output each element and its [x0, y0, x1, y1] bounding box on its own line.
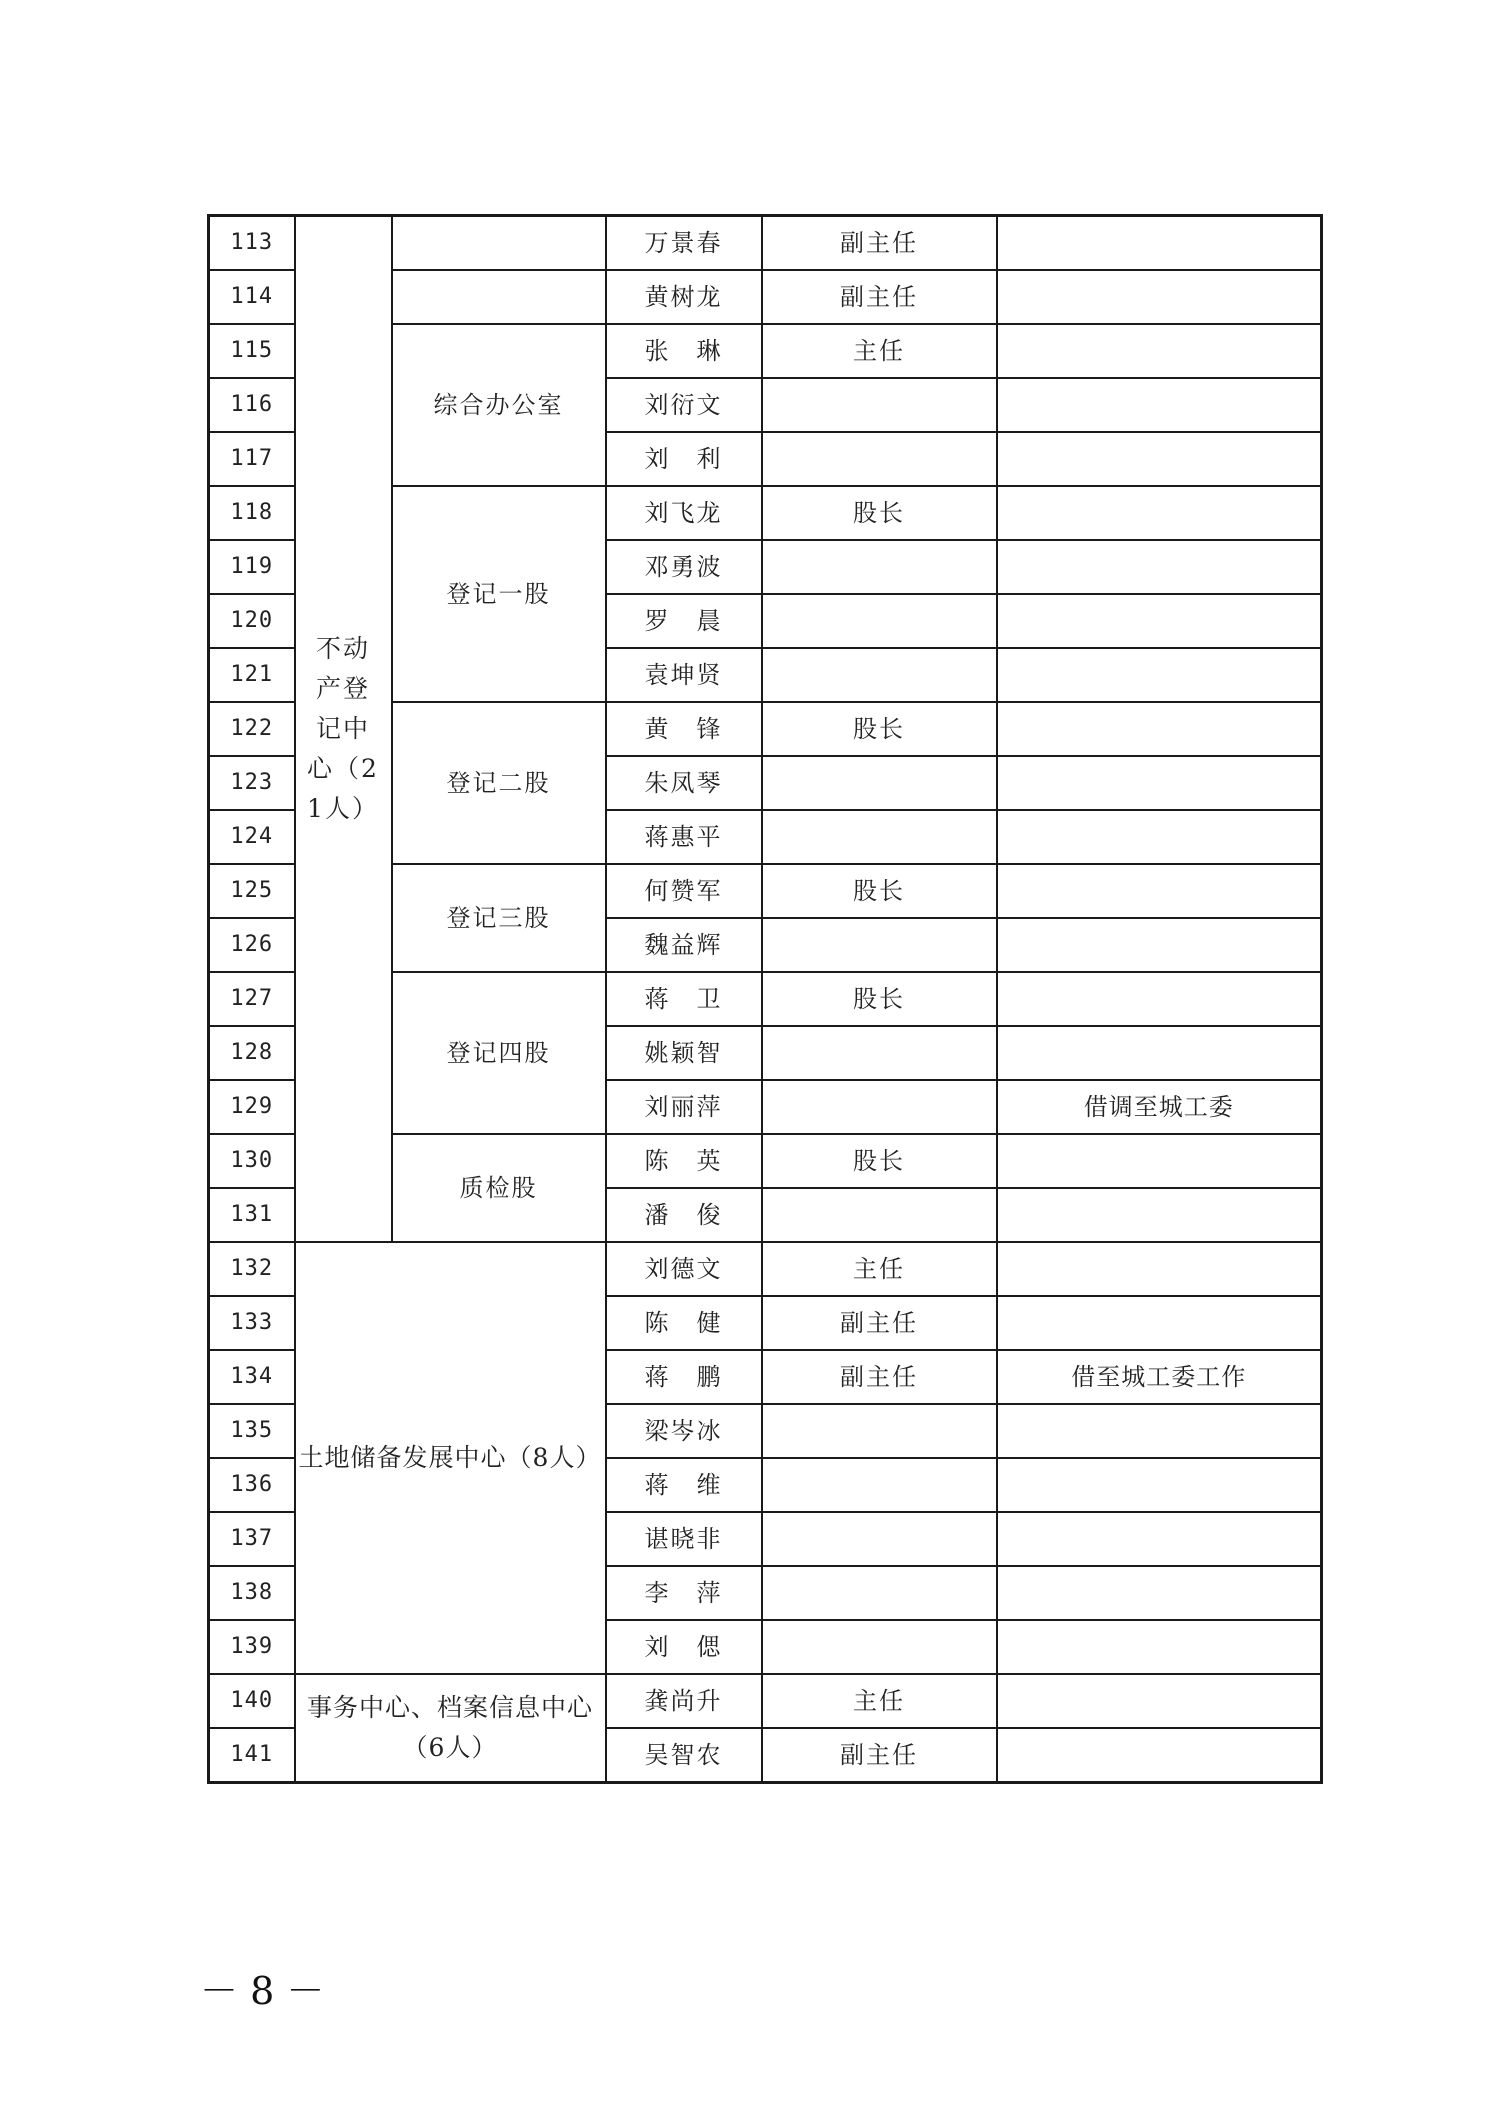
- position-cell: 副主任: [762, 1350, 997, 1404]
- remarks-cell: [997, 540, 1322, 594]
- name-cell: 万景春: [606, 216, 762, 271]
- name-cell: 陈 健: [606, 1296, 762, 1350]
- name-cell: 蒋 维: [606, 1458, 762, 1512]
- remarks-cell: [997, 1620, 1322, 1674]
- name-cell: 蒋惠平: [606, 810, 762, 864]
- position-cell: 股长: [762, 1134, 997, 1188]
- row-number: 139: [209, 1620, 295, 1674]
- unit-cell: 质检股: [392, 1134, 606, 1242]
- position-cell: [762, 1512, 997, 1566]
- remarks-cell: [997, 270, 1322, 324]
- name-cell: 谌晓非: [606, 1512, 762, 1566]
- name-cell: 蒋 卫: [606, 972, 762, 1026]
- unit-cell: 综合办公室: [392, 324, 606, 486]
- name-cell: 罗 晨: [606, 594, 762, 648]
- row-number: 126: [209, 918, 295, 972]
- department-cell: 土地储备发展中心（8人）: [295, 1242, 606, 1674]
- remarks-cell: [997, 972, 1322, 1026]
- row-number: 136: [209, 1458, 295, 1512]
- row-number: 133: [209, 1296, 295, 1350]
- position-cell: [762, 756, 997, 810]
- row-number: 118: [209, 486, 295, 540]
- position-cell: [762, 648, 997, 702]
- name-cell: 李 萍: [606, 1566, 762, 1620]
- row-number: 124: [209, 810, 295, 864]
- remarks-cell: [997, 1026, 1322, 1080]
- table-row: [209, 1674, 1322, 1728]
- row-number: 132: [209, 1242, 295, 1296]
- row-number: 129: [209, 1080, 295, 1134]
- name-cell: 刘 偲: [606, 1620, 762, 1674]
- remarks-cell: [997, 1188, 1322, 1242]
- row-number: 120: [209, 594, 295, 648]
- table-row: [209, 1242, 1322, 1296]
- row-number: 114: [209, 270, 295, 324]
- remarks-cell: [997, 324, 1322, 378]
- table-row: [209, 216, 1322, 271]
- position-cell: 副主任: [762, 216, 997, 271]
- name-cell: 陈 英: [606, 1134, 762, 1188]
- remarks-cell: [997, 1458, 1322, 1512]
- name-cell: 黄树龙: [606, 270, 762, 324]
- row-number: 138: [209, 1566, 295, 1620]
- name-cell: 黄 锋: [606, 702, 762, 756]
- position-cell: 副主任: [762, 270, 997, 324]
- department-cell: 事务中心、档案信息中心（6人）: [295, 1674, 606, 1783]
- row-number: 141: [209, 1728, 295, 1783]
- name-cell: 梁岑冰: [606, 1404, 762, 1458]
- row-number: 115: [209, 324, 295, 378]
- row-number: 113: [209, 216, 295, 271]
- name-cell: 魏益辉: [606, 918, 762, 972]
- unit-cell: 登记四股: [392, 972, 606, 1134]
- row-number: 125: [209, 864, 295, 918]
- remarks-cell: [997, 1296, 1322, 1350]
- remarks-cell: [997, 918, 1322, 972]
- row-number: 135: [209, 1404, 295, 1458]
- remarks-cell: [997, 1134, 1322, 1188]
- name-cell: 袁坤贤: [606, 648, 762, 702]
- position-cell: [762, 540, 997, 594]
- remarks-cell: [997, 756, 1322, 810]
- row-number: 128: [209, 1026, 295, 1080]
- position-cell: [762, 918, 997, 972]
- position-cell: [762, 1188, 997, 1242]
- unit-cell: 登记一股: [392, 486, 606, 702]
- remarks-cell: [997, 378, 1322, 432]
- page-number: － 8 －: [200, 1969, 325, 2013]
- name-cell: 张 琳: [606, 324, 762, 378]
- remarks-cell: [997, 1728, 1322, 1783]
- position-cell: 主任: [762, 324, 997, 378]
- remarks-cell: [997, 1242, 1322, 1296]
- name-cell: 姚颖智: [606, 1026, 762, 1080]
- row-number: 116: [209, 378, 295, 432]
- row-number: 123: [209, 756, 295, 810]
- remarks-cell: [997, 864, 1322, 918]
- name-cell: 何赞军: [606, 864, 762, 918]
- row-number: 131: [209, 1188, 295, 1242]
- position-cell: [762, 810, 997, 864]
- remarks-cell: [997, 648, 1322, 702]
- name-cell: 蒋 鹏: [606, 1350, 762, 1404]
- row-number: 122: [209, 702, 295, 756]
- position-cell: [762, 1404, 997, 1458]
- name-cell: 朱凤琴: [606, 756, 762, 810]
- position-cell: 股长: [762, 702, 997, 756]
- remarks-cell: [997, 1674, 1322, 1728]
- row-number: 140: [209, 1674, 295, 1728]
- name-cell: 刘丽萍: [606, 1080, 762, 1134]
- row-number: 121: [209, 648, 295, 702]
- position-cell: [762, 1566, 997, 1620]
- row-number: 137: [209, 1512, 295, 1566]
- position-cell: [762, 432, 997, 486]
- position-cell: [762, 1080, 997, 1134]
- position-cell: [762, 378, 997, 432]
- unit-cell: [392, 270, 606, 324]
- unit-cell: 登记二股: [392, 702, 606, 864]
- name-cell: 刘 利: [606, 432, 762, 486]
- position-cell: 股长: [762, 864, 997, 918]
- remarks-cell: [997, 1404, 1322, 1458]
- remarks-cell: [997, 810, 1322, 864]
- position-cell: 副主任: [762, 1296, 997, 1350]
- remarks-cell: [997, 216, 1322, 271]
- row-number: 119: [209, 540, 295, 594]
- position-cell: 股长: [762, 486, 997, 540]
- position-cell: [762, 1458, 997, 1512]
- row-number: 117: [209, 432, 295, 486]
- unit-cell: [392, 216, 606, 271]
- position-cell: 副主任: [762, 1728, 997, 1783]
- name-cell: 潘 俊: [606, 1188, 762, 1242]
- remarks-cell: [997, 432, 1322, 486]
- name-cell: 龚尚升: [606, 1674, 762, 1728]
- position-cell: 主任: [762, 1674, 997, 1728]
- position-cell: [762, 1620, 997, 1674]
- name-cell: 刘衍文: [606, 378, 762, 432]
- remarks-cell: 借至城工委工作: [997, 1350, 1322, 1404]
- row-number: 127: [209, 972, 295, 1026]
- name-cell: 吴智农: [606, 1728, 762, 1783]
- unit-cell: 登记三股: [392, 864, 606, 972]
- row-number: 134: [209, 1350, 295, 1404]
- position-cell: 股长: [762, 972, 997, 1026]
- remarks-cell: [997, 702, 1322, 756]
- position-cell: [762, 1026, 997, 1080]
- remarks-cell: [997, 1512, 1322, 1566]
- department-cell: 不动产登记中心（21人）: [295, 216, 392, 1243]
- position-cell: [762, 594, 997, 648]
- name-cell: 刘飞龙: [606, 486, 762, 540]
- position-cell: 主任: [762, 1242, 997, 1296]
- remarks-cell: 借调至城工委: [997, 1080, 1322, 1134]
- staff-roster-table: [207, 214, 1323, 1784]
- row-number: 130: [209, 1134, 295, 1188]
- remarks-cell: [997, 1566, 1322, 1620]
- name-cell: 刘德文: [606, 1242, 762, 1296]
- remarks-cell: [997, 594, 1322, 648]
- name-cell: 邓勇波: [606, 540, 762, 594]
- remarks-cell: [997, 486, 1322, 540]
